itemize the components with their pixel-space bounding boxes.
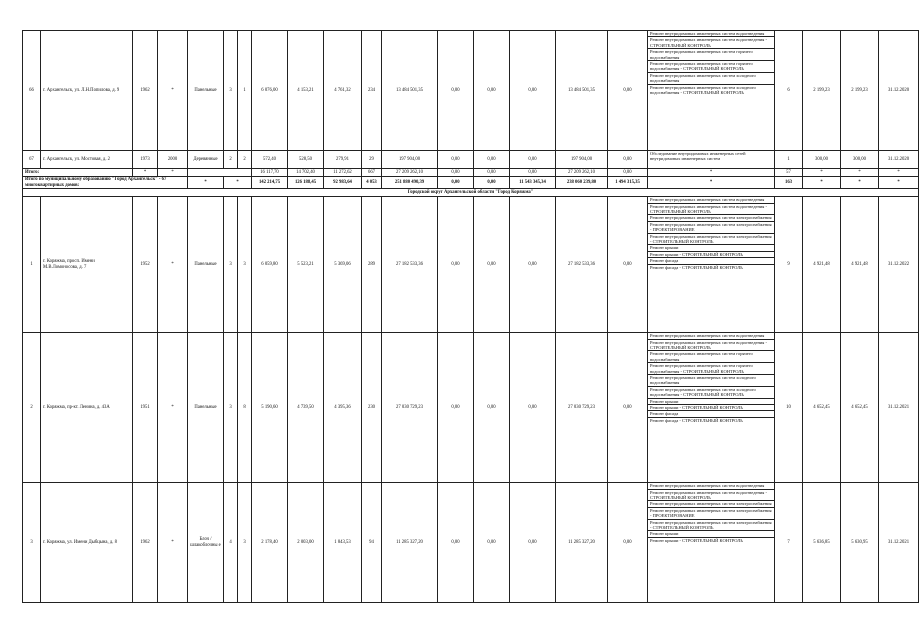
area-premises: 2 003,00 <box>288 483 324 603</box>
row-address: г. Архангельск, ул. Мостовая, д. 2 <box>41 151 133 169</box>
total-cell: * <box>224 177 252 189</box>
unit-cost: 4 921,48 <box>803 197 841 333</box>
wall-material: Панельные <box>188 333 224 483</box>
fund-e: 0,00 <box>608 197 648 333</box>
fund-c: 0,00 <box>510 333 556 483</box>
total-cell <box>188 169 252 177</box>
works-list <box>648 197 774 270</box>
deadline: 31.12.2022 <box>879 197 919 333</box>
floors: 2 <box>224 151 238 169</box>
works-cell <box>648 483 775 603</box>
fund-a: 0,00 <box>438 483 474 603</box>
total-cell: 142 214,75 <box>252 177 288 189</box>
residents: 234 <box>362 31 382 151</box>
work-item: Ремонт внутридомовых инженерных систем водоотведения - СТРОИТЕЛЬНЫЙ КОНТРОЛЬ <box>648 37 774 49</box>
row-number: 67 <box>23 151 41 169</box>
wall-material: Блоч / шлакоблочны е <box>188 483 224 603</box>
work-item: Ремонт внутридомовых инженерных систем водоотведения <box>648 197 774 203</box>
area-total: 5 190,60 <box>252 333 288 483</box>
fund-e: 0,00 <box>608 333 648 483</box>
total-cell: * <box>803 169 841 177</box>
fund-d: 27 030 729,23 <box>556 333 608 483</box>
row-number: 3 <box>23 483 41 603</box>
max-cost: 2 199,23 <box>841 31 879 151</box>
total-cell: * <box>188 177 224 189</box>
works-list <box>648 151 774 162</box>
fund-e: 0,00 <box>608 151 648 169</box>
cost-total: 27 182 533,36 <box>382 197 438 333</box>
wall-material: Деревянные <box>188 151 224 169</box>
cost-total: 197 904,00 <box>382 151 438 169</box>
work-item: Ремонт фасада - СТРОИТЕЛЬНЫЙ КОНТРОЛЬ <box>650 417 743 423</box>
floors: 3 <box>224 31 238 151</box>
total-cell: 163 <box>775 177 803 189</box>
fund-c: 0,00 <box>510 197 556 333</box>
work-item: Ремонт внутридомовых инженерных систем горячего водоснабжения <box>648 351 774 363</box>
total-cell: 0,00 <box>510 169 556 177</box>
fund-d: 11 285 327,20 <box>556 483 608 603</box>
area-total: 2 178,40 <box>252 483 288 603</box>
work-item: Ремонт внутридомовых инженерных систем холодного водоснабжения - СТРОИТЕЛЬНЫЙ КОНТРОЛЬ <box>648 387 774 399</box>
area-total: 6 059,80 <box>252 197 288 333</box>
total-cell: 92 983,64 <box>324 177 362 189</box>
wall-material: Панельные <box>188 31 224 151</box>
area-residential: 4 395,36 <box>324 333 362 483</box>
row-address: г. Коряжма, пр-кт. Ленина, д. 43А <box>41 333 133 483</box>
work-item: Ремонт крыши - СТРОИТЕЛЬНЫЙ КОНТРОЛЬ <box>648 405 774 411</box>
year-renovated: * <box>158 333 188 483</box>
year-renovated: * <box>158 31 188 151</box>
total-cell: 27 209 262,10 <box>382 169 438 177</box>
row-address: г. Коряжма, ул. Имени Дыбцына, д. 8 <box>41 483 133 603</box>
fund-b: 0,00 <box>474 483 510 603</box>
program-table <box>22 30 919 603</box>
row-number: 66 <box>23 31 41 151</box>
works-count: 9 <box>775 197 803 333</box>
fund-d: 13 484 501,35 <box>556 31 608 151</box>
work-item: Ремонт крыши - СТРОИТЕЛЬНЫЙ КОНТРОЛЬ <box>650 537 743 543</box>
unit-cost: 5 636,85 <box>803 483 841 603</box>
total-cell: 4 053 <box>362 177 382 189</box>
works-cell <box>648 333 775 483</box>
fund-b: 0,00 <box>474 197 510 333</box>
total-cell: * <box>133 169 158 177</box>
area-total: 6 076,00 <box>252 31 288 151</box>
total-cell: 0,00 <box>474 177 510 189</box>
work-item: Ремонт внутридомовых инженерных систем водоотведения - СТРОИТЕЛЬНЫЙ КОНТРОЛЬ <box>648 490 774 502</box>
row-number: 2 <box>23 333 41 483</box>
region-title: Городской округ Архангельской области "Город Коряжма" <box>23 189 919 197</box>
year-built: 1951 <box>133 333 158 483</box>
cost-total: 11 285 327,20 <box>382 483 438 603</box>
cost-total: 27 030 729,23 <box>382 333 438 483</box>
max-cost: 4 921,48 <box>841 197 879 333</box>
total-cell: 1 494 315,35 <box>608 177 648 189</box>
work-item: Ремонт внутридомовых инженерных систем водоотведения <box>648 483 774 489</box>
total-cell: 126 188,45 <box>288 177 324 189</box>
deadline: 31.12.2021 <box>879 483 919 603</box>
year-built: 1962 <box>133 31 158 151</box>
area-residential: 279,91 <box>324 151 362 169</box>
entrances: 2 <box>238 151 252 169</box>
row-address: г. Коряжма, просп. Имени М.В.Ломоносова, д. 7 <box>41 197 133 333</box>
work-item: Ремонт внутридомовых инженерных систем холодного водоснабжения <box>648 73 774 85</box>
floors: 3 <box>224 333 238 483</box>
total-cell: * <box>841 177 879 189</box>
work-item: Ремонт крыши <box>648 399 774 405</box>
year-renovated: * <box>158 197 188 333</box>
table-body <box>23 31 919 603</box>
total-cell: 14 702,40 <box>288 169 324 177</box>
area-premises: 4 739,50 <box>288 333 324 483</box>
work-item: Ремонт внутридомовых инженерных систем электроснабжения - ПРОЕКТИРОВАНИЕ <box>648 222 774 234</box>
fund-b: 0,00 <box>474 31 510 151</box>
entrances: 3 <box>238 197 252 333</box>
total-cell: 57 <box>775 169 803 177</box>
document-sheet <box>22 30 910 616</box>
total-cell: 11 272,62 <box>324 169 362 177</box>
row-number: 1 <box>23 197 41 333</box>
work-item: Ремонт внутридомовых инженерных систем горячего водоснабжения - СТРОИТЕЛЬНЫЙ КОНТРОЛЬ <box>648 363 774 375</box>
work-item: Ремонт внутридомовых инженерных систем водоотведения - СТРОИТЕЛЬНЫЙ КОНТРОЛЬ <box>648 204 774 216</box>
total-cell: 0,00 <box>474 169 510 177</box>
works-count: 6 <box>775 31 803 151</box>
floors: 3 <box>224 197 238 333</box>
year-built: 1962 <box>133 483 158 603</box>
year-renovated: * <box>158 483 188 603</box>
max-cost: 300,00 <box>841 151 879 169</box>
total-cell: 667 <box>362 169 382 177</box>
work-item: Ремонт внутридомовых инженерных систем электроснабжения - СТРОИТЕЛЬНЫЙ КОНТРОЛЬ <box>648 234 774 246</box>
work-item: Ремонт фасада <box>648 411 774 417</box>
total-cell: * <box>648 177 775 189</box>
work-item: Ремонт крыши <box>648 245 774 251</box>
work-item: Обследование внутридомовых инженерных сетей внутридомовых инженерных систем <box>650 151 746 162</box>
fund-c: 0,00 <box>510 31 556 151</box>
works-list <box>648 483 774 543</box>
total-cell: * <box>803 177 841 189</box>
fund-b: 0,00 <box>474 151 510 169</box>
entrances: 8 <box>238 333 252 483</box>
works-count: 7 <box>775 483 803 603</box>
work-item: Ремонт внутридомовых инженерных систем электроснабжения <box>648 501 774 507</box>
area-premises: 5 523,21 <box>288 197 324 333</box>
total-cell: 11 543 345,34 <box>510 177 556 189</box>
total-cell: * <box>879 177 919 189</box>
work-item: Ремонт внутридомовых инженерных систем водоотведения <box>648 31 774 37</box>
max-cost: 4 652,45 <box>841 333 879 483</box>
total-cell: 27 209 262,10 <box>556 169 608 177</box>
total-cell: 0,00 <box>608 169 648 177</box>
total-cell: * <box>879 169 919 177</box>
row-address: г. Архангельск, ул. Л.Н.Попилова, д. 9 <box>41 31 133 151</box>
fund-a: 0,00 <box>438 151 474 169</box>
fund-b: 0,00 <box>474 333 510 483</box>
area-premises: 528,50 <box>288 151 324 169</box>
max-cost: 5 630,95 <box>841 483 879 603</box>
works-count: 10 <box>775 333 803 483</box>
area-residential: 4 761,32 <box>324 31 362 151</box>
year-renovated: 2000 <box>158 151 188 169</box>
fund-a: 0,00 <box>438 197 474 333</box>
wall-material: Панельные <box>188 197 224 333</box>
cost-total: 13 484 501,35 <box>382 31 438 151</box>
floors: 4 <box>224 483 238 603</box>
area-residential: 1 843,53 <box>324 483 362 603</box>
table-row <box>23 333 919 483</box>
fund-a: 0,00 <box>438 333 474 483</box>
work-item: Ремонт фасада - СТРОИТЕЛЬНЫЙ КОНТРОЛЬ <box>650 264 743 270</box>
work-item: Ремонт фасада <box>648 258 774 264</box>
work-item: Ремонт внутридомовых инженерных систем электроснабжения - ПРОЕКТИРОВАНИЕ <box>648 508 774 520</box>
total-label: Итого: <box>23 169 133 177</box>
total-cell: * <box>648 169 775 177</box>
total-cell: 16 117,70 <box>252 169 288 177</box>
entrances: 1 <box>238 31 252 151</box>
unit-cost: 4 652,45 <box>803 333 841 483</box>
work-item: Ремонт крыши - СТРОИТЕЛЬНЫЙ КОНТРОЛЬ <box>648 252 774 258</box>
deadline: 31.12.2020 <box>879 151 919 169</box>
residents: 289 <box>362 197 382 333</box>
municipal-total-label: Итого по муниципальному образованию "Город Архангельск" - 67 многоквартирных домов: <box>23 177 188 189</box>
work-item: Ремонт внутридомовых инженерных систем электроснабжения <box>648 215 774 221</box>
fund-d: 197 904,00 <box>556 151 608 169</box>
area-residential: 5 369,06 <box>324 197 362 333</box>
works-cell <box>648 31 775 151</box>
work-item: Ремонт внутридомовых инженерных систем горячего водоснабжения - СТРОИТЕЛЬНЫЙ КОНТРОЛЬ <box>648 61 774 73</box>
total-cell: 0,00 <box>438 169 474 177</box>
total-cell: 238 060 239,80 <box>556 177 608 189</box>
total-cell: * <box>841 169 879 177</box>
area-premises: 4 153,21 <box>288 31 324 151</box>
total-cell: 251 880 490,39 <box>382 177 438 189</box>
total-cell: 0,00 <box>438 177 474 189</box>
table-row <box>23 197 919 333</box>
unit-cost: 2 199,23 <box>803 31 841 151</box>
total-cell: * <box>158 169 188 177</box>
fund-c: 0,00 <box>510 483 556 603</box>
works-count: 1 <box>775 151 803 169</box>
work-item: Ремонт внутридомовых инженерных систем холодного водоснабжения - СТРОИТЕЛЬНЫЙ КОНТРОЛЬ <box>650 84 756 96</box>
entrances: 3 <box>238 483 252 603</box>
area-total: 572,40 <box>252 151 288 169</box>
residents: 94 <box>362 483 382 603</box>
region-title-row <box>23 189 919 197</box>
deadline: 31.12.2021 <box>879 333 919 483</box>
work-item: Ремонт внутридомовых инженерных систем водоотведения <box>648 333 774 339</box>
year-built: 1952 <box>133 197 158 333</box>
fund-e: 0,00 <box>608 31 648 151</box>
unit-cost: 300,00 <box>803 151 841 169</box>
works-cell <box>648 151 775 169</box>
deadline: 31.12.2020 <box>879 31 919 151</box>
municipal-total-row <box>23 177 919 189</box>
works-list <box>648 333 774 423</box>
fund-d: 27 182 533,36 <box>556 197 608 333</box>
work-item: Ремонт крыши <box>648 531 774 537</box>
fund-e: 0,00 <box>608 483 648 603</box>
residents: 29 <box>362 151 382 169</box>
table-row <box>23 151 919 169</box>
year-built: 1973 <box>133 151 158 169</box>
fund-a: 0,00 <box>438 31 474 151</box>
work-item: Ремонт внутридомовых инженерных систем холодного водоснабжения <box>648 375 774 387</box>
work-item: Ремонт внутридомовых инженерных систем водоотведения - СТРОИТЕЛЬНЫЙ КОНТРОЛЬ <box>648 340 774 352</box>
fund-c: 0,00 <box>510 151 556 169</box>
table-row <box>23 483 919 603</box>
work-item: Ремонт внутридомовых инженерных систем горячего водоснабжения <box>648 49 774 61</box>
works-list <box>648 31 774 95</box>
works-cell <box>648 197 775 333</box>
work-item: Ремонт внутридомовых инженерных систем электроснабжения - СТРОИТЕЛЬНЫЙ КОНТРОЛЬ <box>648 520 774 532</box>
residents: 230 <box>362 333 382 483</box>
total-row <box>23 169 919 177</box>
table-row <box>23 31 919 151</box>
